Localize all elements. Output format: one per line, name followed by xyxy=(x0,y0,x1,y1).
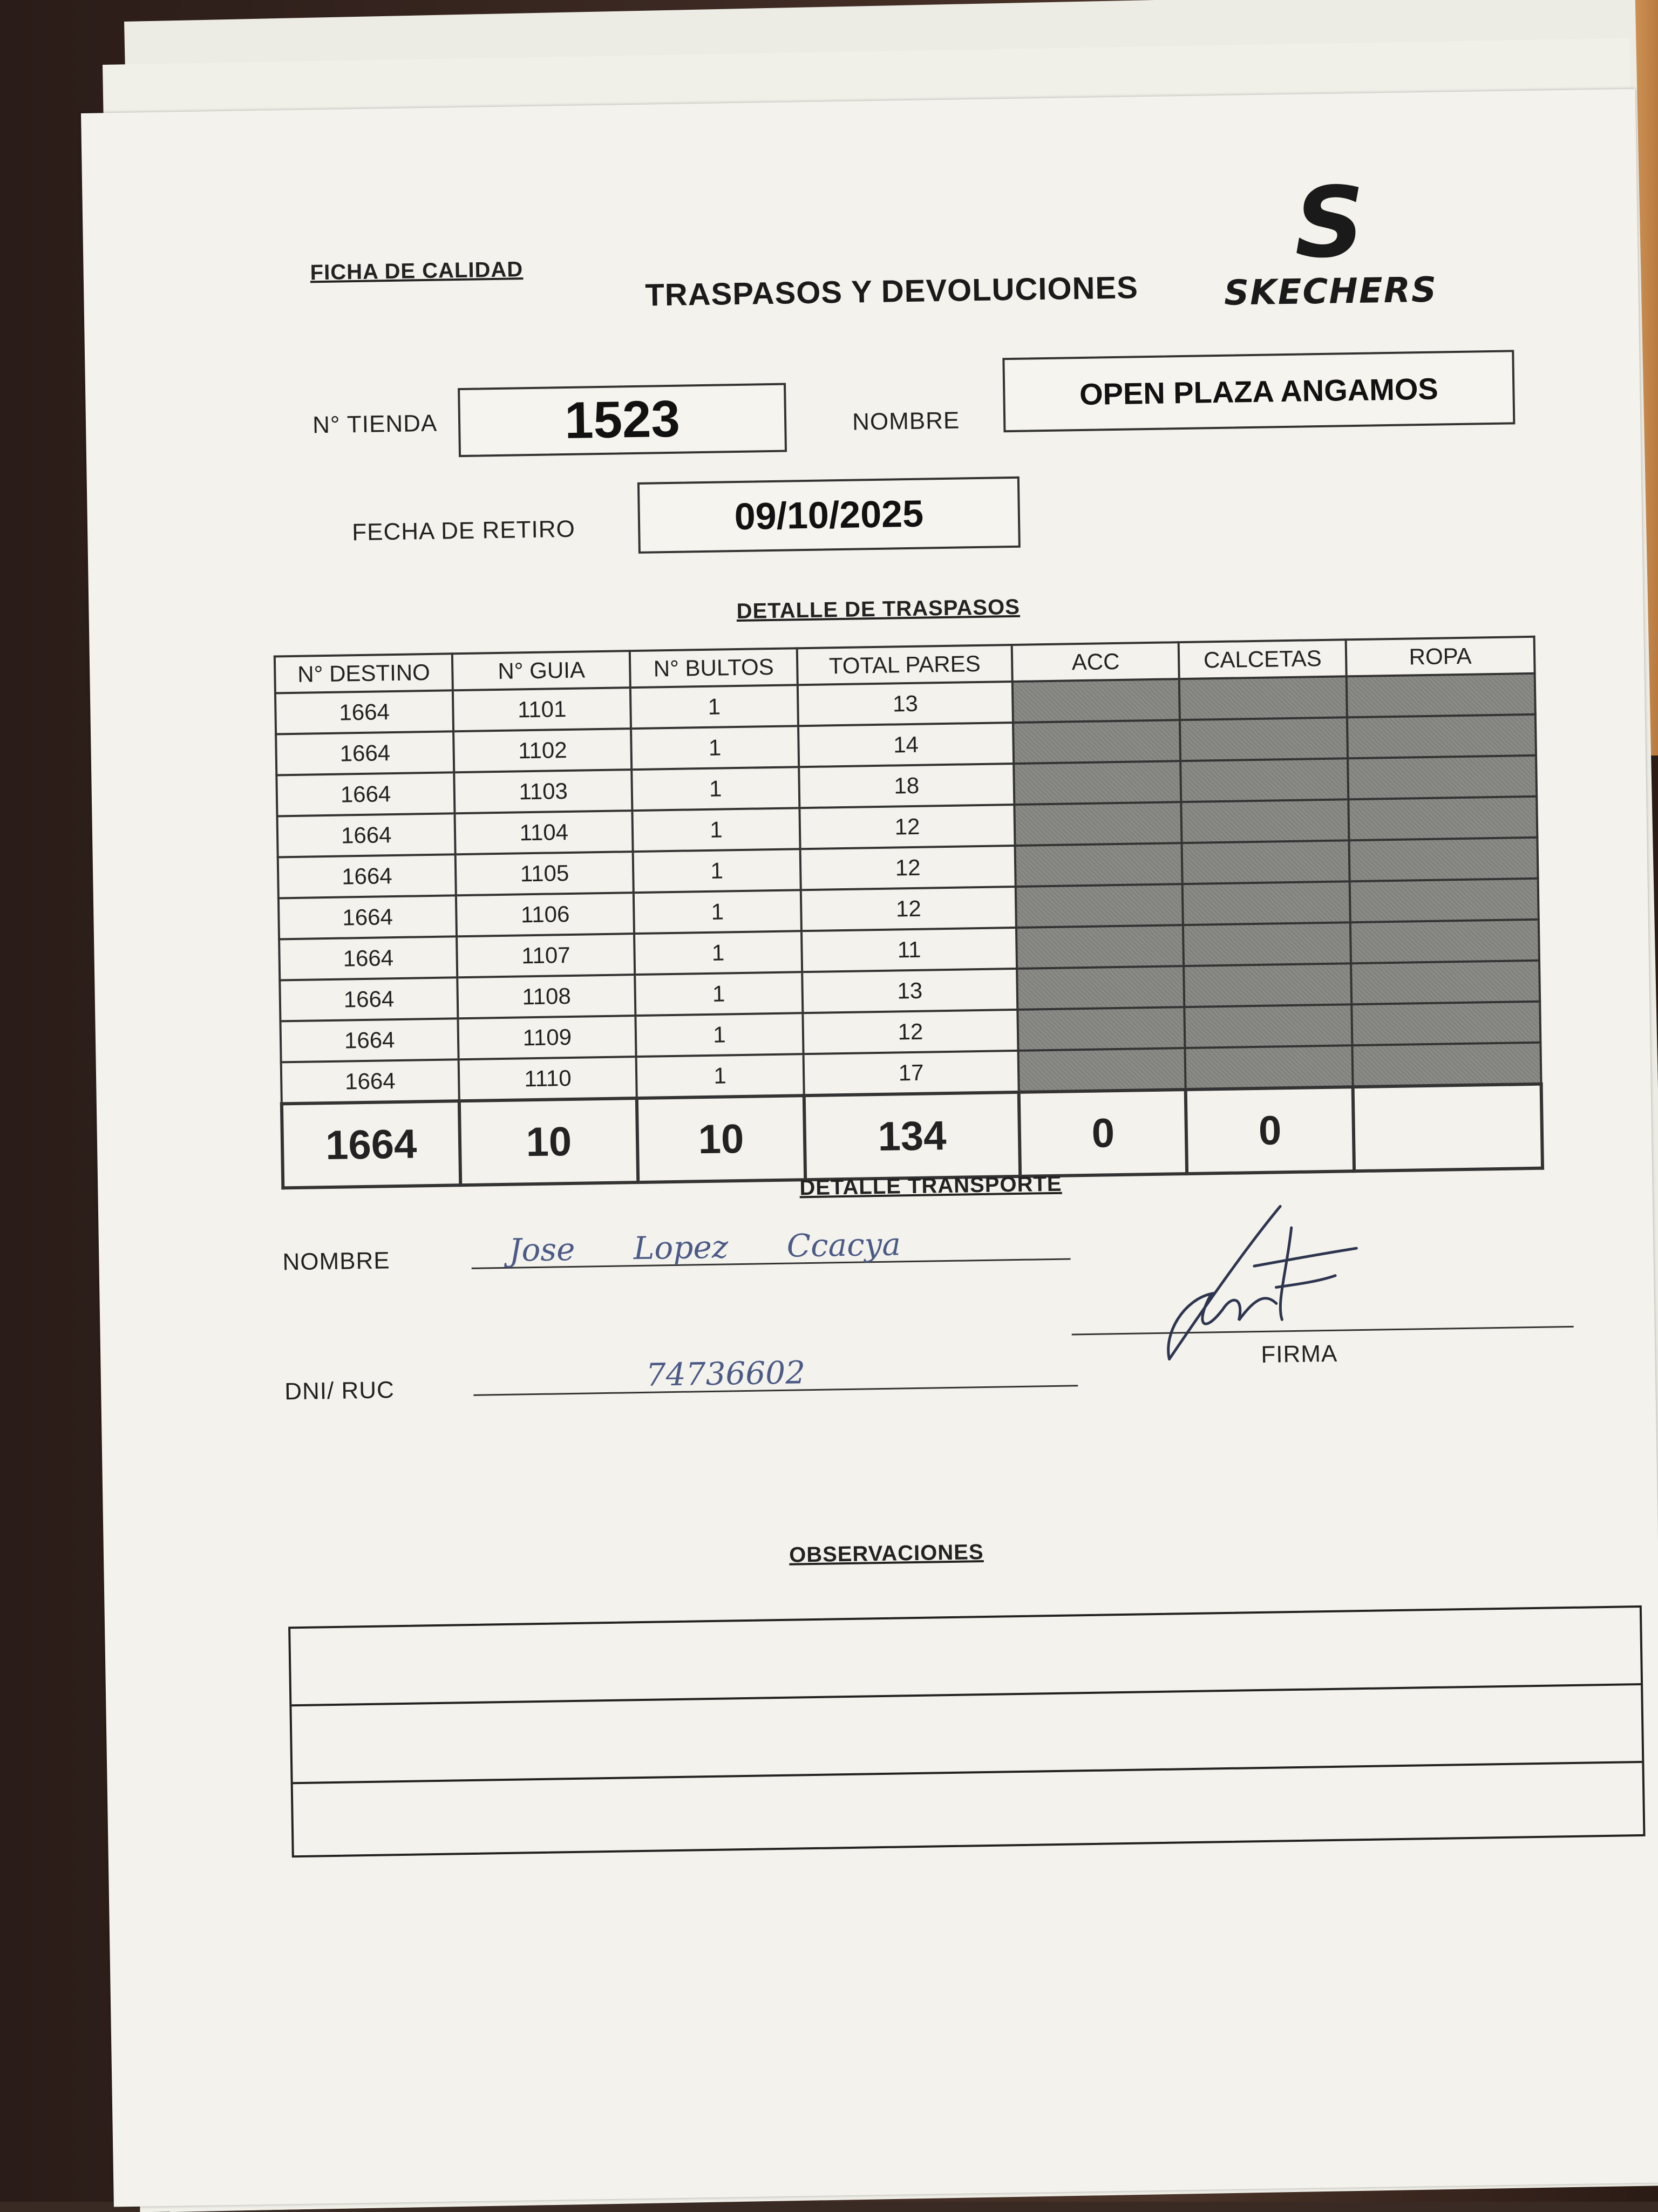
store-name-box: OPEN PLAZA ANGAMOS xyxy=(1002,350,1515,432)
cell-ropa-shaded xyxy=(1351,1002,1540,1045)
total-acc: 0 xyxy=(1019,1090,1187,1176)
cell-guia: 1101 xyxy=(453,688,631,731)
cell-ropa-shaded xyxy=(1350,879,1539,922)
cell-calcetas-shaded xyxy=(1180,717,1348,761)
cell-destino: 1664 xyxy=(281,1059,460,1104)
total-destino: 1664 xyxy=(282,1101,461,1188)
cell-ropa-shaded xyxy=(1349,838,1538,881)
cell-guia: 1109 xyxy=(458,1016,636,1059)
brand-s-icon: S xyxy=(1294,166,1365,280)
cell-destino: 1664 xyxy=(276,772,454,816)
cell-ropa-shaded xyxy=(1351,961,1540,1004)
cell-guia: 1105 xyxy=(456,852,634,895)
pickup-date-box: 09/10/2025 xyxy=(637,477,1021,554)
page-title: TRASPASOS Y DEVOLUCIONES xyxy=(644,270,1139,313)
cell-bultos: 1 xyxy=(635,972,802,1016)
cell-acc-shaded xyxy=(1013,679,1180,723)
cell-ropa-shaded xyxy=(1348,756,1537,799)
cell-acc-shaded xyxy=(1018,1007,1185,1051)
col-header-bultos: N° BULTOS xyxy=(630,648,797,688)
cell-bultos: 1 xyxy=(632,767,799,811)
col-header-calcetas: CALCETAS xyxy=(1179,639,1347,679)
cell-total-pares: 12 xyxy=(803,1010,1018,1054)
cell-total-pares: 12 xyxy=(799,805,1015,849)
cell-calcetas-shaded xyxy=(1181,758,1349,802)
cell-destino: 1664 xyxy=(276,731,454,775)
cell-ropa-shaded xyxy=(1347,714,1536,758)
cell-acc-shaded xyxy=(1018,1048,1186,1092)
cell-destino: 1664 xyxy=(280,1018,458,1062)
cell-total-pares: 12 xyxy=(800,887,1016,931)
cell-ropa-shaded xyxy=(1352,1043,1541,1087)
cell-guia: 1103 xyxy=(454,770,633,813)
driver-name-handwritten: Jose Lopez Ccacya xyxy=(508,1226,901,1269)
cell-bultos: 1 xyxy=(636,1054,804,1098)
cell-acc-shaded xyxy=(1016,925,1184,969)
cell-total-pares: 18 xyxy=(799,764,1015,808)
cell-calcetas-shaded xyxy=(1181,799,1349,843)
quality-form-sheet xyxy=(81,89,1658,2207)
cell-destino: 1664 xyxy=(278,854,456,898)
store-number-box: 1523 xyxy=(458,383,787,458)
brand-logo xyxy=(1188,166,1471,314)
cell-calcetas-shaded xyxy=(1183,922,1351,966)
cell-acc-shaded xyxy=(1015,843,1183,887)
cell-acc-shaded xyxy=(1016,884,1183,928)
signature-image xyxy=(1113,1194,1396,1381)
cell-guia: 1108 xyxy=(458,975,636,1018)
col-header-guia: N° GUIA xyxy=(452,651,630,690)
cell-ropa-shaded xyxy=(1350,920,1539,963)
cell-acc-shaded xyxy=(1013,720,1180,764)
cell-calcetas-shaded xyxy=(1182,840,1350,884)
col-header-total-pares: TOTAL PARES xyxy=(797,645,1013,685)
cell-ropa-shaded xyxy=(1347,673,1535,717)
cell-total-pares: 13 xyxy=(797,682,1013,726)
cell-calcetas-shaded xyxy=(1179,676,1347,720)
cell-destino: 1664 xyxy=(277,813,456,857)
store-number-label: N° TIENDA xyxy=(312,410,438,439)
cell-guia: 1102 xyxy=(453,729,631,772)
total-bultos: 10 xyxy=(637,1095,805,1182)
cell-calcetas-shaded xyxy=(1185,1004,1353,1048)
cell-total-pares: 11 xyxy=(801,928,1017,972)
cell-guia: 1107 xyxy=(457,934,635,977)
observations-box xyxy=(288,1605,1645,1857)
cell-total-pares: 17 xyxy=(803,1051,1019,1095)
total-ropa xyxy=(1353,1084,1543,1171)
cell-destino: 1664 xyxy=(279,936,457,980)
observations-title: OBSERVACIONES xyxy=(789,1540,984,1567)
cell-bultos: 1 xyxy=(630,685,798,729)
dni-ruc-handwritten: 74736602 xyxy=(645,1354,806,1393)
transport-section-title: DETALLE TRANSPORTE xyxy=(799,1172,1062,1200)
transfers-section-title: DETALLE DE TRASPASOS xyxy=(736,595,1021,624)
col-header-destino: N° DESTINO xyxy=(275,654,453,693)
cell-acc-shaded xyxy=(1014,761,1181,805)
total-calcetas: 0 xyxy=(1186,1087,1354,1174)
cell-bultos: 1 xyxy=(633,849,800,893)
cell-bultos: 1 xyxy=(631,726,798,770)
cell-bultos: 1 xyxy=(636,1013,803,1057)
form-type-label: FICHA DE CALIDAD xyxy=(310,257,524,285)
store-name-label: NOMBRE xyxy=(852,407,960,435)
cell-bultos: 1 xyxy=(634,931,801,975)
cell-calcetas-shaded xyxy=(1183,881,1350,925)
cell-guia: 1104 xyxy=(455,811,633,854)
cell-bultos: 1 xyxy=(634,890,801,934)
cell-acc-shaded xyxy=(1017,966,1185,1010)
cell-calcetas-shaded xyxy=(1184,963,1351,1007)
pickup-date-label: FECHA DE RETIRO xyxy=(351,515,576,546)
cell-bultos: 1 xyxy=(633,808,800,852)
cell-total-pares: 12 xyxy=(800,846,1016,890)
cell-total-pares: 14 xyxy=(798,723,1014,767)
cell-destino: 1664 xyxy=(275,690,453,734)
cell-acc-shaded xyxy=(1015,802,1182,846)
cell-calcetas-shaded xyxy=(1185,1045,1353,1090)
signature-label: FIRMA xyxy=(1261,1340,1338,1368)
brand-name: SKECHERS xyxy=(1224,270,1438,314)
transfers-table xyxy=(273,636,1544,1190)
total-pares: 134 xyxy=(804,1092,1020,1180)
driver-name-label: NOMBRE xyxy=(282,1247,390,1276)
col-header-acc: ACC xyxy=(1012,642,1179,682)
col-header-ropa: ROPA xyxy=(1346,637,1535,676)
dni-ruc-label: DNI/ RUC xyxy=(284,1377,395,1405)
cell-total-pares: 13 xyxy=(802,969,1018,1013)
cell-destino: 1664 xyxy=(280,977,458,1021)
cell-guia: 1106 xyxy=(456,893,634,936)
cell-guia: 1110 xyxy=(459,1057,637,1101)
total-guias: 10 xyxy=(459,1098,638,1185)
cell-destino: 1664 xyxy=(278,895,457,939)
cell-ropa-shaded xyxy=(1348,797,1537,840)
